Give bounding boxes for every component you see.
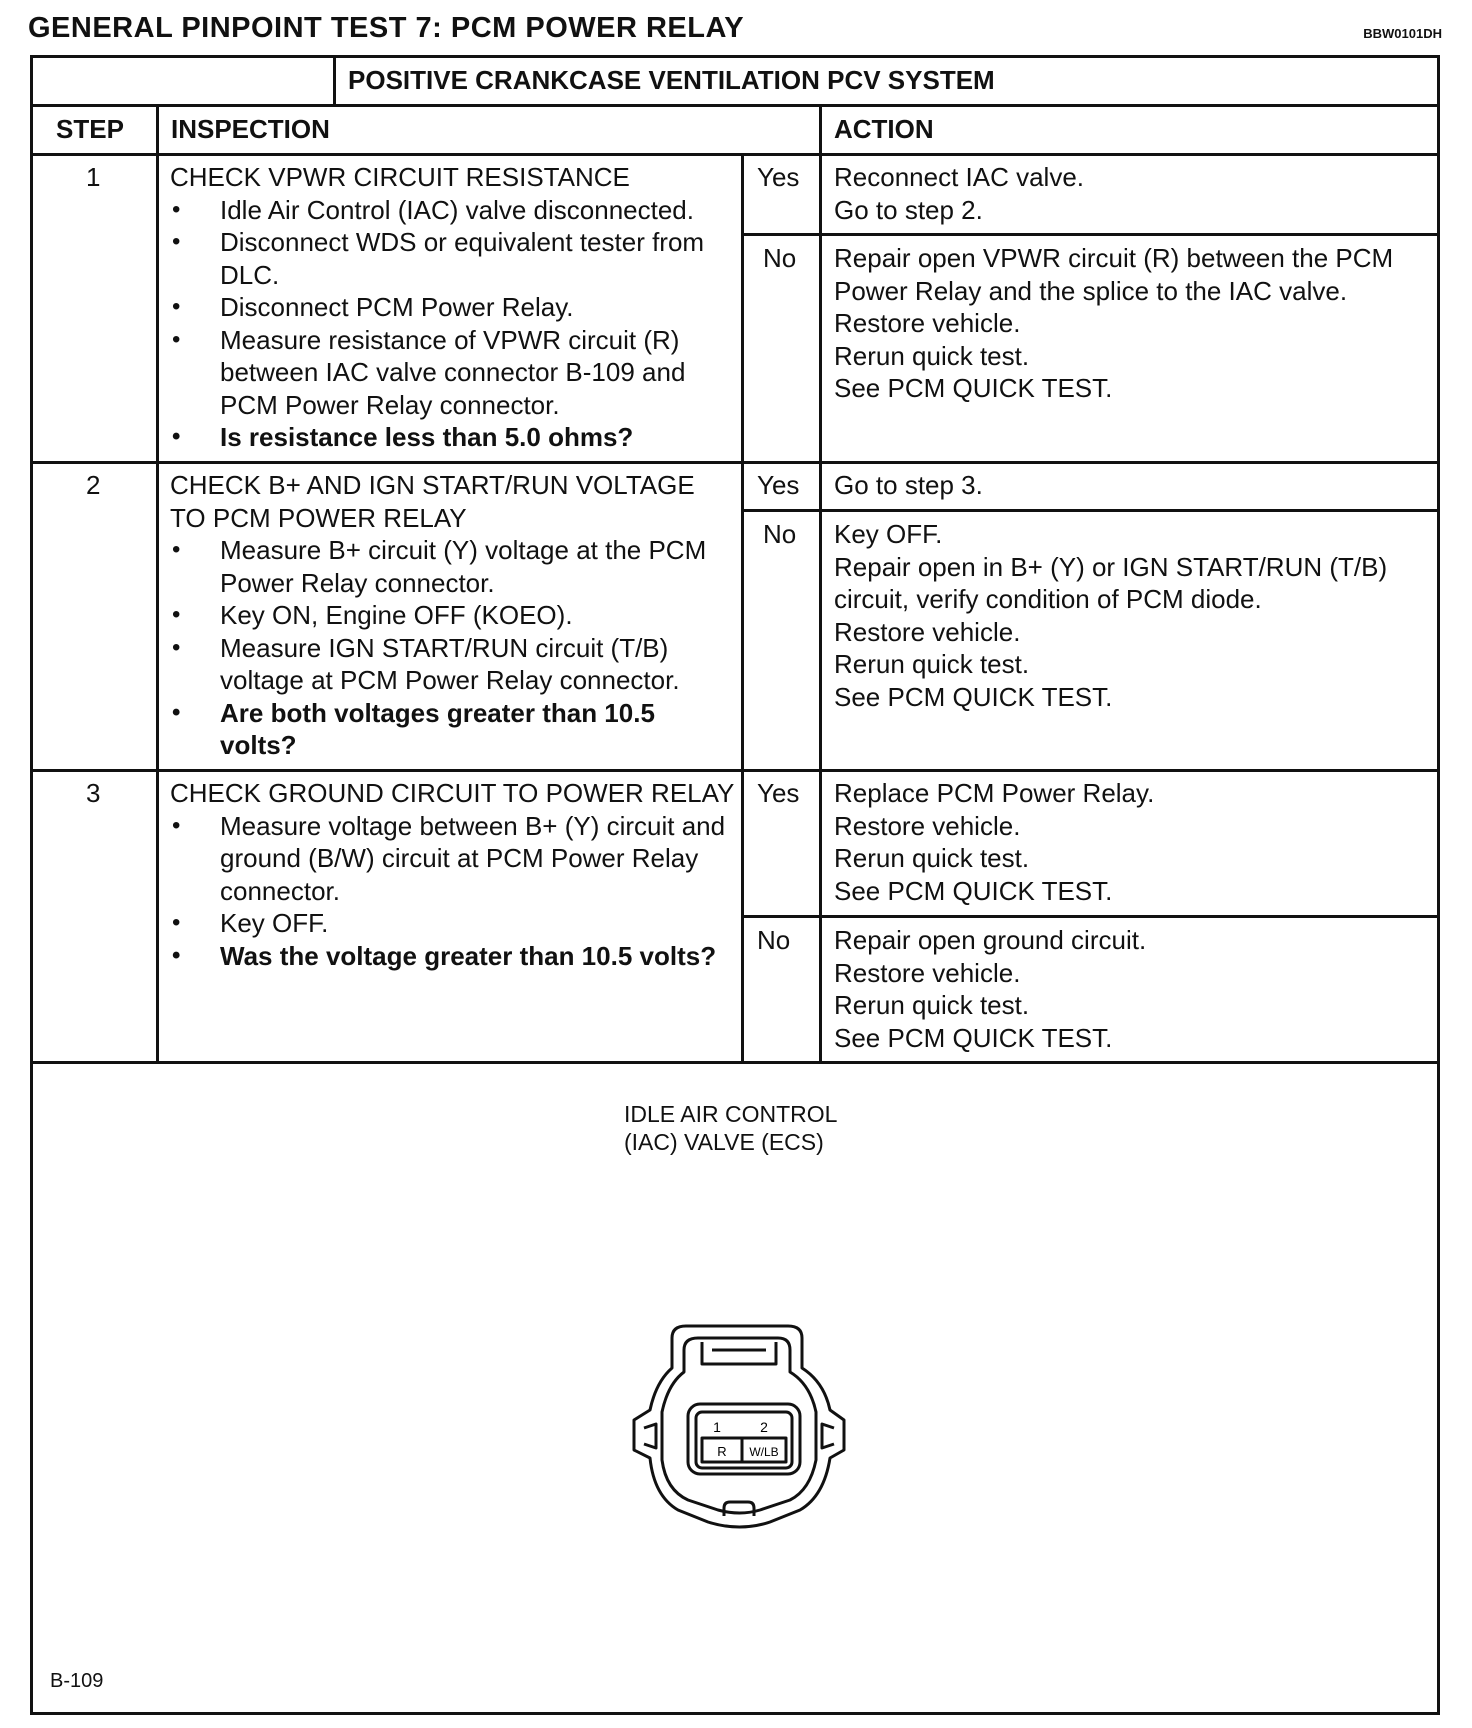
divider — [741, 509, 1440, 512]
bullet-item: • Disconnect PCM Power Relay. — [170, 291, 735, 324]
step-heading: CHECK VPWR CIRCUIT RESISTANCE — [170, 162, 630, 192]
action-line: Repair open in B+ (Y) or IGN START/RUN (T/B) circuit, verify condition of PCM diode. — [834, 551, 1388, 614]
step-number: 1 — [86, 162, 101, 192]
action-line: Repair open ground circuit. — [834, 925, 1147, 955]
document-code: BBW0101DH — [1363, 26, 1442, 41]
action-line: Rerun quick test. — [834, 843, 1030, 873]
yes-label: Yes — [757, 778, 800, 808]
action-line: Repair open VPWR circuit (R) between the PCM Power Relay and the splice to the IAC valve. — [834, 243, 1394, 306]
action-line: Restore vehicle. — [834, 616, 1021, 647]
action-line: Restore vehicle. — [834, 957, 1021, 988]
divider — [741, 153, 744, 1064]
divider — [819, 104, 822, 1064]
action-line: Rerun quick test. — [834, 649, 1030, 679]
action-line: Replace PCM Power Relay. — [834, 778, 1155, 808]
iac-connector-diagram — [620, 1320, 860, 1540]
header-action: ACTION — [834, 114, 934, 144]
divider — [30, 153, 1440, 156]
action-line: See PCM QUICK TEST. — [834, 1022, 1113, 1053]
action-line: Go to step 2. — [834, 194, 983, 225]
yes-label: Yes — [757, 470, 800, 500]
bullet-item: • Key ON, Engine OFF (KOEO). — [170, 599, 735, 632]
page-title: GENERAL PINPOINT TEST 7: PCM POWER RELAY — [28, 12, 745, 44]
pin-number-1: 1 — [713, 1419, 721, 1435]
no-label: No — [757, 925, 791, 955]
bullet-item: • Measure resistance of VPWR circuit (R) between IAC valve connector B-109 and PCM Power Relay connector. — [170, 324, 735, 422]
bullet-item: • Key OFF. — [170, 907, 735, 940]
diagram-label-line: (IAC) VALVE (ECS) — [624, 1129, 824, 1155]
side-tab-right — [822, 1424, 834, 1448]
connector-id: B-109 — [50, 1670, 104, 1692]
yes-label: Yes — [757, 162, 800, 192]
bullet-item: • Measure voltage between B+ (Y) circuit and ground (B/W) circuit at PCM Power Relay connector. — [170, 810, 735, 908]
divider — [30, 104, 1440, 107]
inspection-steps — [170, 161, 735, 454]
step-number: 3 — [86, 778, 101, 808]
header-step: STEP — [56, 114, 124, 144]
divider — [30, 769, 1440, 772]
no-action — [834, 518, 1434, 713]
divider — [741, 915, 1440, 918]
no-label: No — [763, 243, 797, 273]
action-line: Restore vehicle. — [834, 308, 1021, 338]
no-action — [834, 924, 1434, 1054]
action-line: Rerun quick test. — [834, 990, 1030, 1020]
step-heading: CHECK B+ AND IGN START/RUN VOLTAGE TO PCM POWER RELAY — [170, 470, 695, 533]
step-number: 2 — [86, 470, 101, 500]
bullet-item: • Measure IGN START/RUN circuit (T/B) voltage at PCM Power Relay connector. — [170, 632, 735, 697]
divider — [30, 461, 1440, 464]
question-item: • Is resistance less than 5.0 ohms? — [170, 421, 735, 454]
wire-color-2: W/LB — [749, 1445, 779, 1459]
bullet-item: • Measure B+ circuit (Y) voltage at the PCM Power Relay connector. — [170, 534, 735, 599]
question-item: • Are both voltages greater than 10.5 volts? — [170, 697, 735, 762]
bullet-item: • Disconnect WDS or equivalent tester from DLC. — [170, 226, 735, 291]
connector-latch — [702, 1342, 776, 1364]
action-line: See PCM QUICK TEST. — [834, 373, 1113, 403]
diagram-label-line: IDLE AIR CONTROL — [624, 1101, 838, 1127]
divider — [30, 1061, 1440, 1064]
yes-action — [834, 777, 1434, 907]
divider — [333, 55, 336, 105]
pin-number-2: 2 — [760, 1419, 768, 1435]
yes-action — [834, 161, 1434, 226]
step-heading: CHECK GROUND CIRCUIT TO POWER RELAY — [170, 778, 735, 808]
action-line: Key OFF. — [834, 519, 943, 549]
yes-action — [834, 469, 1434, 502]
divider — [156, 104, 159, 1064]
wire-color-1: R — [717, 1444, 727, 1459]
question-item: • Was the voltage greater than 10.5 volts? — [170, 940, 735, 973]
diagram-label — [624, 1100, 837, 1156]
action-line: Reconnect IAC valve. — [834, 162, 1085, 192]
inspection-steps — [170, 777, 735, 972]
inspection-steps — [170, 469, 735, 762]
pin-cavity-inner — [696, 1412, 792, 1468]
section-title: POSITIVE CRANKCASE VENTILATION PCV SYSTEM — [348, 65, 995, 95]
connector-body — [634, 1326, 844, 1527]
no-action — [834, 242, 1434, 405]
divider — [741, 233, 1440, 236]
action-line: Rerun quick test. — [834, 340, 1030, 371]
action-line: See PCM QUICK TEST. — [834, 875, 1113, 906]
header-inspection: INSPECTION — [171, 114, 330, 144]
no-label: No — [763, 519, 797, 549]
bullet-item: • Idle Air Control (IAC) valve disconnected. — [170, 194, 735, 227]
action-line: Restore vehicle. — [834, 810, 1021, 841]
side-tab-left — [644, 1424, 656, 1448]
action-line: Go to step 3. — [834, 470, 983, 500]
action-line: See PCM QUICK TEST. — [834, 681, 1113, 712]
